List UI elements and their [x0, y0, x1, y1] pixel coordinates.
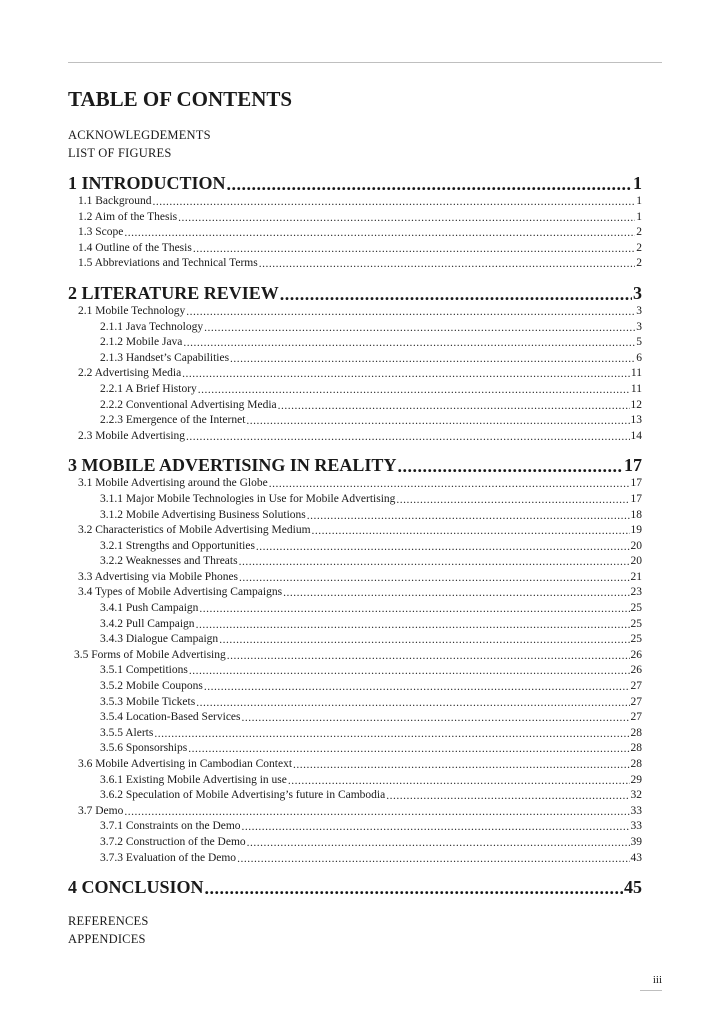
- entry-page-number: 14: [630, 429, 642, 442]
- toc-section-entry: [68, 351, 642, 367]
- entry-page-number: 33: [630, 804, 642, 817]
- entry-title: 3.6.2 Speculation of Mobile Advertising’s future in Cambodia: [100, 789, 386, 802]
- entry-title: 3.7.2 Construction of the Demo: [100, 835, 246, 848]
- entry-title: 3 MOBILE ADVERTISING IN REALITY: [68, 455, 397, 476]
- entry-title: 4 CONCLUSION: [68, 877, 204, 898]
- toc-entries: [68, 172, 642, 898]
- toc-section-entry: [68, 741, 642, 757]
- entry-title: 1 INTRODUCTION: [68, 173, 226, 193]
- toc-section-entry: [68, 695, 642, 711]
- toc-section-entry: [68, 570, 642, 586]
- toc-section-entry: [68, 726, 642, 742]
- dot-leader: [178, 211, 635, 223]
- entry-title: 3.5 Forms of Mobile Advertising: [74, 648, 226, 661]
- dot-leader: [239, 571, 629, 583]
- toc-section-entry: [68, 617, 642, 633]
- dot-leader: [247, 836, 630, 848]
- entry-title: 3.4.2 Pull Campaign: [100, 617, 195, 630]
- dot-leader: [280, 283, 632, 301]
- entry-page-number: 27: [630, 695, 642, 708]
- entry-title: 3.1.2 Mobile Advertising Business Solutions: [100, 508, 306, 521]
- dot-leader: [242, 820, 630, 832]
- entry-page-number: 3: [636, 320, 642, 333]
- toc-chapter-entry: [68, 454, 642, 476]
- entry-page-number: 32: [630, 789, 642, 802]
- entry-title: 3.5.4 Location-Based Services: [100, 711, 241, 724]
- entry-page-number: 17: [624, 455, 642, 476]
- dot-leader: [396, 493, 629, 505]
- toc-chapter-entry: [68, 172, 642, 194]
- entry-page-number: 1: [633, 173, 642, 193]
- entry-title: 3.7.3 Evaluation of the Demo: [100, 851, 237, 864]
- toc-section-entry: [68, 773, 642, 789]
- entry-page-number: 20: [630, 539, 642, 552]
- dot-leader: [124, 226, 635, 238]
- entry-page-number: 18: [630, 508, 642, 521]
- dot-leader: [188, 742, 629, 754]
- dot-leader: [204, 321, 635, 333]
- page-number: iii: [652, 974, 662, 986]
- entry-title: 2.2.1 A Brief History: [100, 382, 197, 395]
- dot-leader: [259, 257, 636, 269]
- dot-leader: [205, 877, 623, 895]
- toc-section-entry: [68, 851, 642, 867]
- toc-section-entry: [68, 585, 642, 601]
- dot-leader: [293, 758, 629, 770]
- footer-rule: [640, 990, 662, 991]
- toc-section-entry: [68, 194, 642, 210]
- toc-section-entry: [68, 335, 642, 351]
- dot-leader: [283, 586, 629, 598]
- entry-page-number: 1: [636, 210, 642, 223]
- dot-leader: [239, 555, 630, 567]
- toc-section-entry: [68, 241, 642, 257]
- toc-section-entry: [68, 398, 642, 414]
- entry-page-number: 21: [630, 570, 642, 583]
- dot-leader: [124, 805, 629, 817]
- entry-title: 3.1.1 Major Mobile Technologies in Use for Mobile Advertising: [100, 492, 396, 505]
- entry-title: 2.1 Mobile Technology: [78, 304, 186, 317]
- entry-title: 3.4 Types of Mobile Advertising Campaigns: [78, 586, 283, 599]
- entry-page-number: 11: [630, 367, 642, 380]
- entry-page-number: 19: [630, 524, 642, 537]
- dot-leader: [397, 455, 623, 473]
- entry-title: 3.4.3 Dialogue Campaign: [100, 633, 219, 646]
- dot-leader: [196, 696, 629, 708]
- entry-page-number: 17: [630, 492, 642, 505]
- entry-title: 1.5 Abbreviations and Technical Terms: [78, 257, 258, 270]
- dot-leader: [242, 711, 630, 723]
- toc-section-entry: [68, 539, 642, 555]
- dot-leader: [199, 602, 629, 614]
- entry-title: 3.6.1 Existing Mobile Advertising in use: [100, 773, 287, 786]
- entry-page-number: 45: [624, 877, 642, 898]
- dot-leader: [312, 524, 630, 536]
- toc-section-entry: [68, 523, 642, 539]
- dot-leader: [154, 727, 629, 739]
- dot-leader: [307, 509, 630, 521]
- entry-page-number: 26: [630, 664, 642, 677]
- toc-section-entry: [68, 710, 642, 726]
- entry-page-number: 25: [630, 617, 642, 630]
- entry-page-number: 27: [630, 711, 642, 724]
- entry-title: 3.5.6 Sponsorships: [100, 742, 188, 755]
- entry-page-number: 27: [630, 680, 642, 693]
- entry-page-number: 28: [630, 758, 642, 770]
- back-matter: [68, 912, 642, 948]
- entry-title: 3.6 Mobile Advertising in Cambodian Context: [78, 758, 293, 770]
- back-matter-item-references: REFERENCES: [68, 914, 149, 929]
- entry-title: 3.7.1 Constraints on the Demo: [100, 820, 241, 833]
- dot-leader: [227, 649, 630, 661]
- toc-section-entry: [68, 413, 642, 429]
- entry-page-number: 20: [630, 555, 642, 568]
- entry-page-number: 11: [630, 382, 642, 395]
- entry-title: 3.4.1 Push Campaign: [100, 602, 199, 615]
- toc-section-entry: [68, 601, 642, 617]
- entry-title: 3.1 Mobile Advertising around the Globe: [78, 477, 268, 490]
- dot-leader: [186, 430, 629, 442]
- entry-page-number: 12: [630, 398, 642, 411]
- entry-page-number: 25: [630, 602, 642, 615]
- dot-leader: [152, 195, 635, 207]
- dot-leader: [256, 540, 630, 552]
- toc-title: TABLE OF CONTENTS: [68, 87, 293, 111]
- dot-leader: [278, 399, 630, 411]
- toc-section-entry: [68, 304, 642, 320]
- toc-section-entry: [68, 320, 642, 336]
- dot-leader: [196, 618, 630, 630]
- toc-chapter-entry: [68, 876, 642, 898]
- dot-leader: [189, 664, 630, 676]
- dot-leader: [183, 336, 635, 348]
- entry-title: 1.1 Background: [78, 195, 152, 207]
- header-rule: [68, 62, 662, 63]
- entry-page-number: 25: [630, 633, 642, 646]
- entry-page-number: 3: [633, 282, 642, 303]
- entry-page-number: 39: [630, 835, 642, 848]
- entry-title: 3.2.2 Weaknesses and Threats: [100, 555, 238, 568]
- entry-title: 2.2.2 Conventional Advertising Media: [100, 398, 277, 411]
- toc-section-entry: [68, 225, 642, 241]
- table-of-contents: [68, 84, 642, 948]
- front-matter-item-acknowledgements: ACKNOWLEGDEMENTS: [68, 128, 211, 142]
- entry-title: 3.2 Characteristics of Mobile Advertising Medium: [78, 524, 311, 537]
- back-matter-item-appendices: APPENDICES: [68, 932, 146, 947]
- entry-title: 1.2 Aim of the Thesis: [78, 210, 178, 223]
- entry-page-number: 43: [630, 851, 642, 864]
- dot-leader: [269, 477, 630, 489]
- toc-chapter-entry: [68, 282, 642, 304]
- dot-leader: [193, 242, 635, 254]
- entry-page-number: 28: [630, 726, 642, 739]
- entry-page-number: 28: [630, 742, 642, 755]
- toc-section-entry: [68, 804, 642, 820]
- entry-title: 1.4 Outline of the Thesis: [78, 241, 192, 254]
- entry-page-number: 5: [636, 336, 642, 349]
- dot-leader: [386, 789, 629, 801]
- entry-title: 2 LITERATURE REVIEW: [68, 282, 279, 303]
- entry-title: 3.5.2 Mobile Coupons: [100, 680, 203, 693]
- toc-section-entry: [68, 210, 642, 226]
- entry-page-number: 33: [630, 820, 642, 833]
- entry-title: 2.2.3 Emergence of the Internet: [100, 414, 246, 427]
- entry-title: 1.3 Scope: [78, 226, 124, 239]
- entry-page-number: 23: [630, 586, 642, 599]
- toc-section-entry: [68, 492, 642, 508]
- dot-leader: [246, 414, 629, 426]
- entry-title: 3.7 Demo: [78, 804, 124, 817]
- entry-title: 2.2 Advertising Media: [78, 367, 182, 380]
- toc-section-entry: [68, 554, 642, 570]
- dot-leader: [288, 774, 630, 786]
- toc-section-entry: [68, 819, 642, 835]
- toc-section-entry: [68, 632, 642, 648]
- entry-title: 2.1.1 Java Technology: [100, 320, 204, 333]
- entry-page-number: 3: [636, 304, 642, 317]
- toc-section-entry: [68, 382, 642, 398]
- toc-section-entry: [68, 788, 642, 804]
- entry-page-number: 1: [636, 195, 642, 207]
- dot-leader: [219, 633, 629, 645]
- entry-title: 2.1.2 Mobile Java: [100, 336, 183, 349]
- dot-leader: [230, 352, 635, 364]
- entry-page-number: 26: [630, 648, 642, 661]
- entry-title: 2.1.3 Handset’s Capabilities: [100, 351, 230, 364]
- front-matter-item-list-of-figures: LIST OF FIGURES: [68, 146, 172, 160]
- entry-title: 3.5.3 Mobile Tickets: [100, 695, 196, 708]
- entry-page-number: 2: [636, 241, 642, 254]
- entry-title: 3.2.1 Strengths and Opportunities: [100, 539, 255, 552]
- entry-page-number: 2: [636, 226, 642, 239]
- entry-page-number: 17: [630, 477, 642, 490]
- entry-title: 2.3 Mobile Advertising: [78, 429, 186, 442]
- entry-page-number: 2: [636, 257, 642, 270]
- dot-leader: [237, 852, 629, 864]
- toc-section-entry: [68, 757, 642, 773]
- entry-page-number: 6: [636, 351, 642, 364]
- dot-leader: [227, 173, 632, 191]
- toc-section-entry: [68, 429, 642, 445]
- toc-section-entry: [68, 508, 642, 524]
- toc-section-entry: [68, 366, 642, 382]
- entry-title: 3.5.1 Competitions: [100, 664, 188, 677]
- toc-section-entry: [68, 648, 642, 664]
- dot-leader: [186, 305, 635, 317]
- toc-section-entry: [68, 256, 642, 272]
- entry-page-number: 13: [630, 414, 642, 427]
- dot-leader: [198, 383, 630, 395]
- toc-section-entry: [68, 679, 642, 695]
- dot-leader: [182, 367, 630, 379]
- toc-section-entry: [68, 476, 642, 492]
- entry-title: 3.5.5 Alerts: [100, 726, 154, 739]
- toc-section-entry: [68, 663, 642, 679]
- dot-leader: [204, 680, 630, 692]
- toc-section-entry: [68, 835, 642, 851]
- front-matter: [68, 126, 642, 162]
- entry-page-number: 29: [630, 773, 642, 786]
- entry-title: 3.3 Advertising via Mobile Phones: [78, 570, 239, 583]
